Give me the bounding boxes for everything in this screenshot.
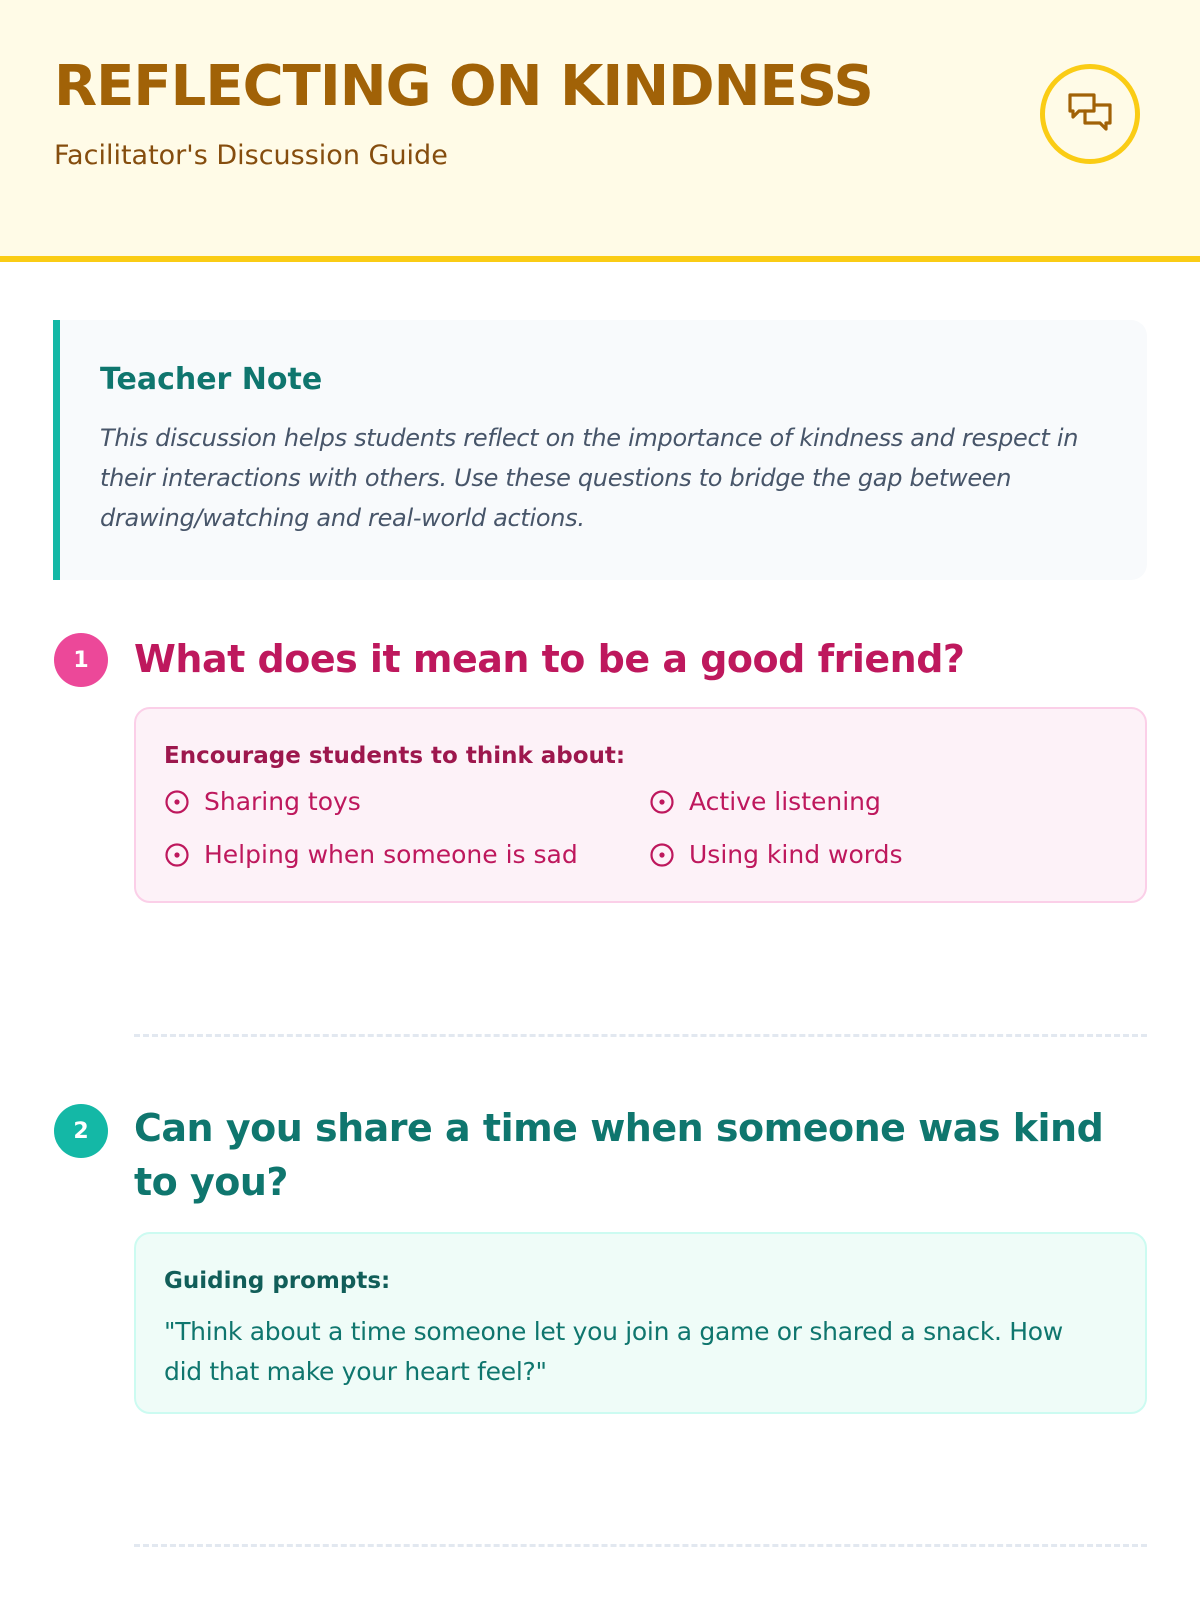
question-number-badge: 1 xyxy=(54,633,108,687)
question-1-guidance-box xyxy=(134,707,1147,903)
question-number-badge: 2 xyxy=(54,1104,108,1158)
question-2-title: Can you share a time when someone was kind to you? xyxy=(134,1106,1104,1204)
section-divider xyxy=(134,1034,1147,1037)
teacher-note-text: This discussion helps students reflect on the importance of kindness and respect in their interactions with others. Use these questions to bridge the gap between drawing/watching and real-world actions. xyxy=(100,424,1079,532)
question-2-guidance-box xyxy=(134,1232,1147,1414)
circle-dot-icon xyxy=(649,789,675,815)
circle-dot-icon xyxy=(164,789,190,815)
question-1-title: What does it mean to be a good friend? xyxy=(134,637,965,681)
teacher-note-title: Teacher Note xyxy=(100,362,323,397)
guidance-heading: Guiding prompts: xyxy=(164,1268,391,1294)
guiding-prompt-text: "Think about a time someone let you join a game or shared a snack. How did that make your heart feel?" xyxy=(164,1317,1063,1386)
topic-label: Using kind words xyxy=(689,840,903,869)
topic-item xyxy=(649,840,903,869)
guidance-heading: Encourage students to think about: xyxy=(164,743,626,769)
topic-item xyxy=(164,840,578,869)
page-header xyxy=(0,0,1200,262)
teacher-note xyxy=(53,320,1147,580)
topic-item xyxy=(164,787,361,816)
page-subtitle: Facilitator's Discussion Guide xyxy=(54,140,448,171)
chat-bubbles-icon xyxy=(1040,64,1140,164)
page-title: REFLECTING ON KINDNESS xyxy=(54,54,873,119)
topic-item xyxy=(649,787,881,816)
circle-dot-icon xyxy=(649,842,675,868)
topic-label: Sharing toys xyxy=(204,787,361,816)
circle-dot-icon xyxy=(164,842,190,868)
topic-label: Active listening xyxy=(689,787,881,816)
section-divider xyxy=(134,1544,1147,1547)
topic-label: Helping when someone is sad xyxy=(204,840,578,869)
